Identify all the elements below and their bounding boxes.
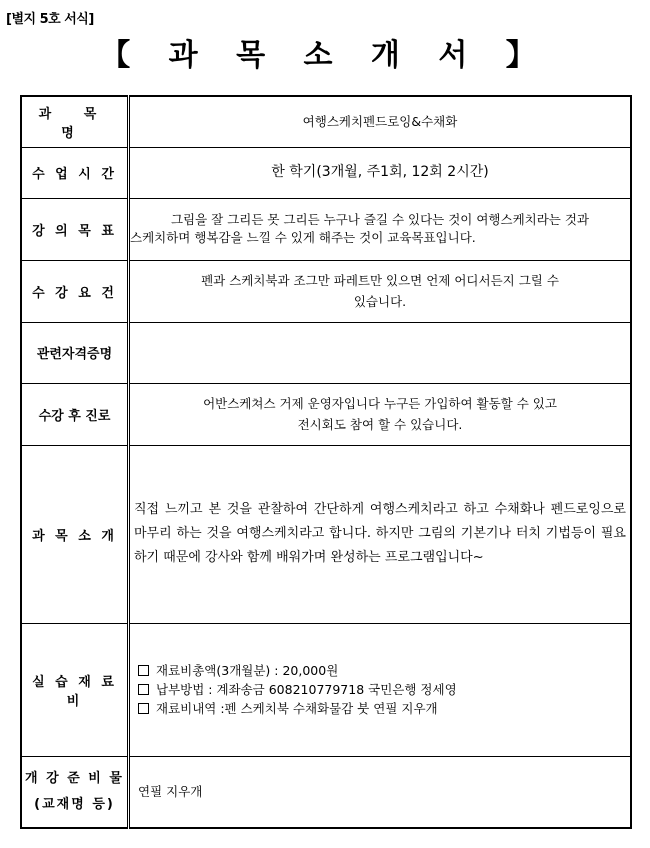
checkbox-icon <box>138 684 149 695</box>
checkbox-icon <box>138 665 149 676</box>
course-intro-table <box>20 95 632 829</box>
goal-line-1: 그림을 잘 그리든 못 그리든 누구나 즐길 수 있다는 것이 여행스케치라는 것과 <box>170 212 590 227</box>
row-requirements <box>21 260 631 322</box>
row-intro <box>21 445 631 623</box>
value-career <box>129 383 632 445</box>
label-subject: 과 목 명 <box>21 96 129 147</box>
label-goal: 강 의 목 표 <box>21 198 129 260</box>
value-subject: 여행스케치펜드로잉&수채화 <box>129 96 632 147</box>
row-prep <box>21 756 631 828</box>
row-career <box>21 383 631 445</box>
value-goal <box>129 198 632 260</box>
row-certificate <box>21 322 631 383</box>
label-intro: 과 목 소 개 <box>21 445 129 623</box>
row-subject <box>21 96 631 147</box>
form-number-label: [별지 5호 서식] <box>6 12 94 27</box>
value-prep: 연필 지우개 <box>129 756 632 828</box>
materials-item <box>138 680 626 699</box>
career-line-1: 어반스케쳐스 거제 운영자입니다 누구든 가입하여 활동할 수 있고 <box>203 396 557 411</box>
row-materials <box>21 623 631 756</box>
label-requirements: 수 강 요 건 <box>21 260 129 322</box>
value-certificate <box>129 322 632 383</box>
value-materials <box>129 623 632 756</box>
requirements-line-2: 있습니다. <box>353 294 407 309</box>
label-prep-line-2: (교재명 등) <box>34 796 115 812</box>
materials-item <box>138 661 626 680</box>
value-requirements <box>129 260 632 322</box>
materials-item <box>138 699 626 718</box>
label-materials: 실 습 재 료 비 <box>21 623 129 756</box>
row-goal <box>21 198 631 260</box>
label-class-time: 수 업 시 간 <box>21 147 129 198</box>
materials-item-text: 재료비총액(3개월분) : 20,000원 <box>156 663 339 678</box>
label-prep <box>21 756 129 828</box>
goal-line-2: 스케치하며 행복감을 느낄 수 있게 해주는 것이 교육목표입니다. <box>130 230 476 245</box>
value-class-time: 한 학기(3개월, 주1회, 12회 2시간) <box>129 147 632 198</box>
label-career: 수강 후 진로 <box>21 383 129 445</box>
label-prep-line-1: 개 강 준 비 물 <box>25 770 124 786</box>
row-class-time <box>21 147 631 198</box>
materials-item-text: 납부방법 : 계좌송금 608210779718 국민은행 정세영 <box>156 682 457 697</box>
checkbox-icon <box>138 703 149 714</box>
requirements-line-1: 펜과 스케치북과 조그만 파레트만 있으면 언제 어디서든지 그릴 수 <box>201 273 559 288</box>
label-certificate: 관련자격증명 <box>21 322 129 383</box>
page-title: 【 과 목 소 개 서 】 <box>100 38 550 73</box>
materials-item-text: 재료비내역 :펜 스케치북 수채화물감 붓 연필 지우개 <box>156 701 438 716</box>
career-line-2: 전시회도 참여 할 수 있습니다. <box>297 417 463 432</box>
value-intro: 직접 느끼고 본 것을 관찰하여 간단하게 여행스케치라고 하고 수채화나 펜드로잉으로 마무리 하는 것을 여행스케치라고 합니다. 하지만 그림의 기본기나 터치 기법등이 필요하기 때문에 강사와 함께 배워가며 완성하는 프로그램입니다~ <box>129 445 632 623</box>
